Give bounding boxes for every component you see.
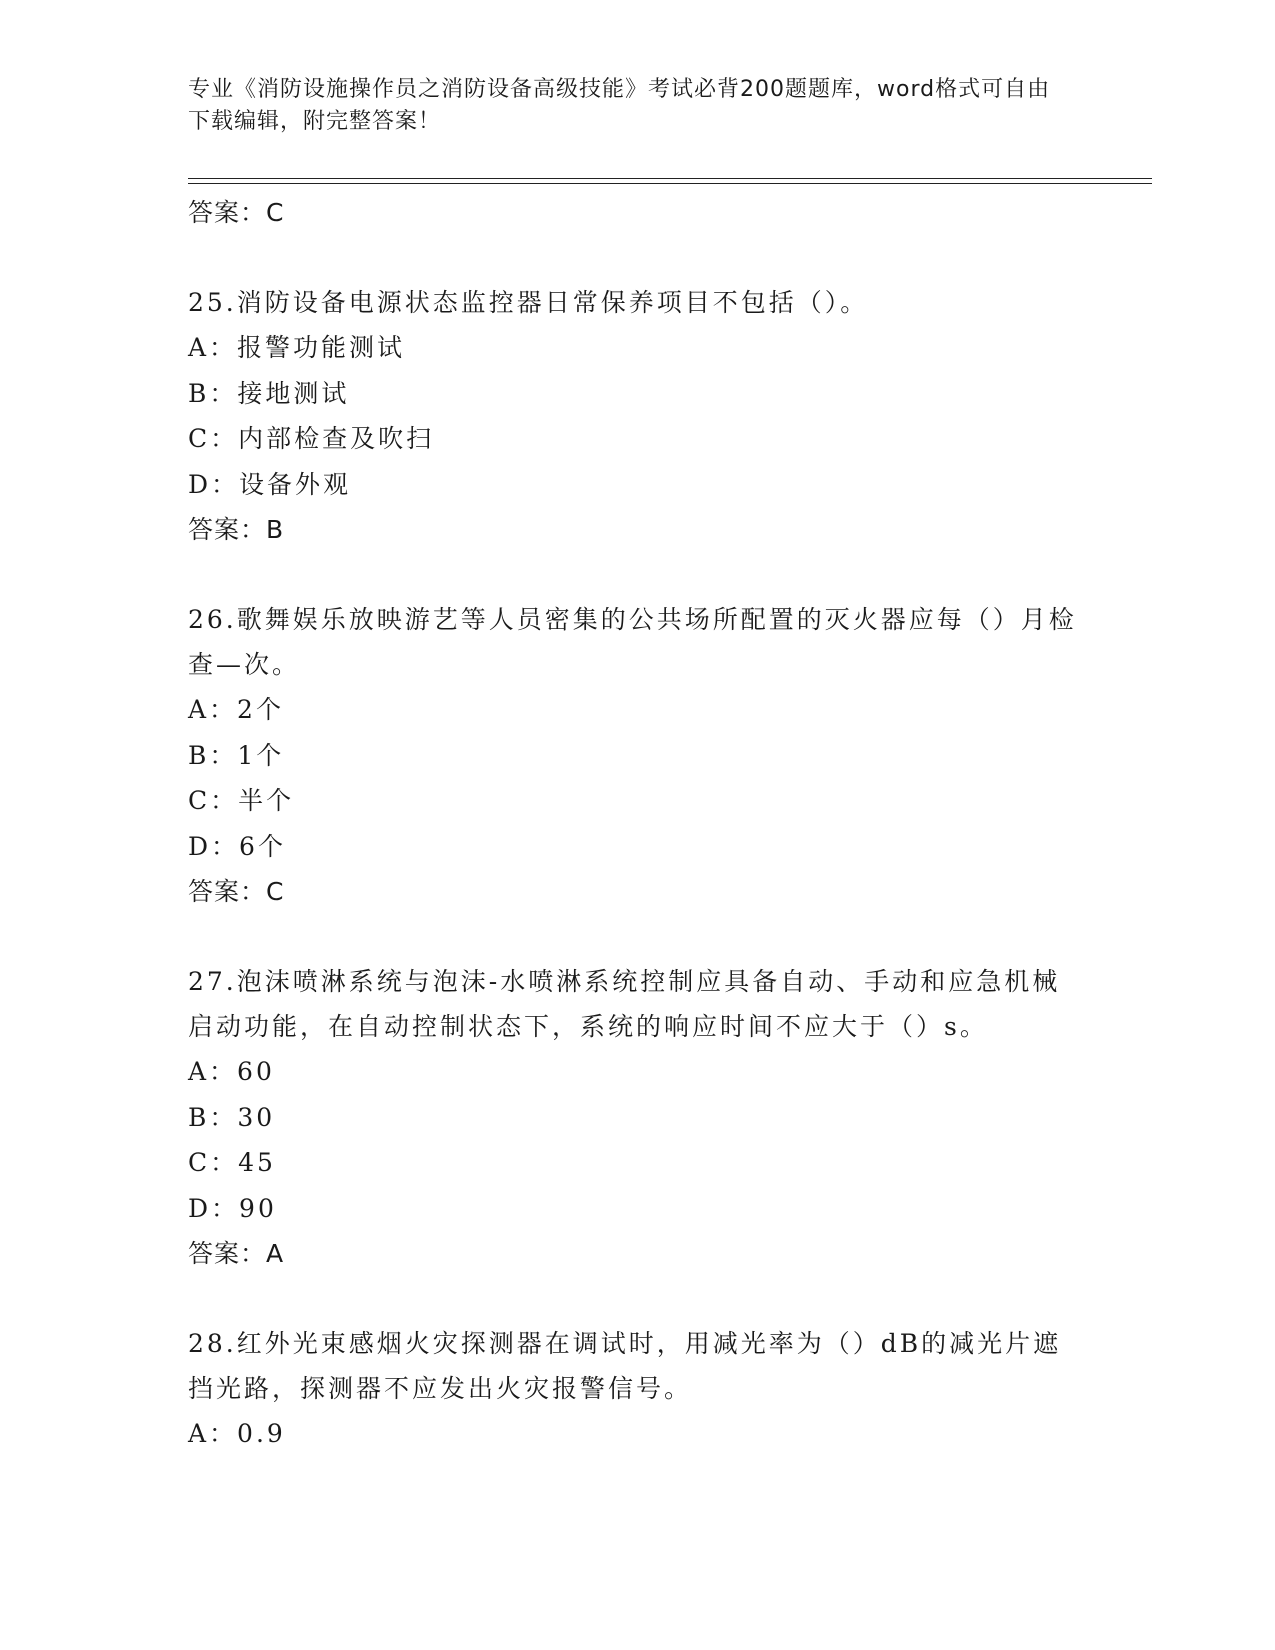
answer-line: 答案：C [188,198,285,227]
question-text: 25.消防设备电源状态监控器日常保养项目不包括（）。 [188,288,869,317]
option-c: C：内部检查及吹扫 [188,424,435,453]
option-a: A：60 [188,1057,275,1086]
option-a: A：报警功能测试 [188,333,406,362]
question-text: 26.歌舞娱乐放映游艺等人员密集的公共场所配置的灭火器应每（）月检查—次。 [188,605,1077,679]
question-26 [188,597,1088,914]
option-a: A：2个 [188,695,284,724]
option-a: A：0.9 [188,1419,286,1448]
question-28 [188,1321,1088,1457]
question-25 [188,280,1088,552]
header-divider [188,178,1152,179]
option-c: C：半个 [188,786,295,815]
header-divider [188,183,1152,184]
option-b: B：接地测试 [188,378,350,408]
question-text: 28.红外光束感烟火灾探测器在调试时，用减光率为（）dB的减光片遮挡光路，探测器不应发出火灾报警信号。 [188,1329,1062,1403]
question-text: 27.泡沫喷淋系统与泡沫-水喷淋系统控制应具备自动、手动和应急机械启动功能，在自动控制状态下，系统的响应时间不应大于（）s。 [188,967,1061,1041]
page-header: 专业《消防设施操作员之消防设备高级技能》考试必背200题题库，word格式可自由下载编辑，附完整答案！ [188,77,1051,134]
answer-line: 答案：B [188,515,285,544]
option-b: B：30 [188,1102,276,1132]
option-d: D：设备外观 [188,469,352,499]
option-c: C：45 [188,1148,276,1177]
option-d: D：90 [188,1193,277,1223]
answer-line: 答案：C [188,877,285,906]
question-list [188,190,1088,1457]
question-27 [188,959,1088,1276]
option-b: B：1个 [188,740,285,770]
answer-line: 答案：A [188,1239,285,1268]
option-d: D：6个 [188,831,286,861]
